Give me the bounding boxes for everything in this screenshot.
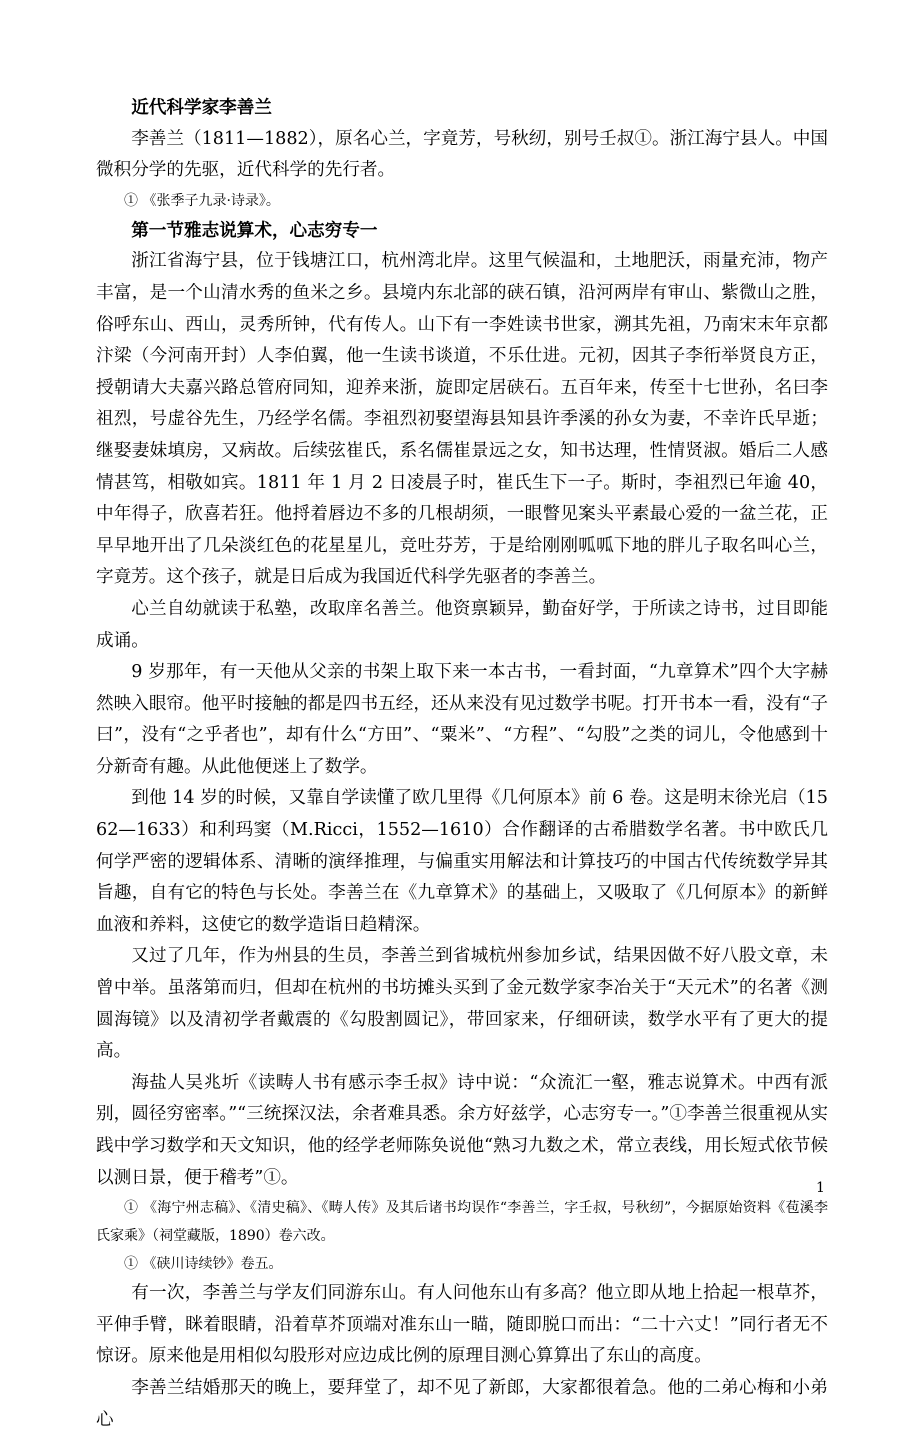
paragraph: 浙江省海宁县，位于钱塘江口，杭州湾北岸。这里气候温和，土地肥沃，雨量充沛，物产丰富，是一个山清水秀的鱼米之乡。县境内东北部的硖石镇，沿河两岸有审山、紫微山之胜，俗呼东山、西山，灵秀所钟，代有传人。山下有一李姓读书世家，溯其先祖，乃南宋末年京都汴梁（今河南开封）人李伯翼，他一生读书谈道，不乐仕进。元初，因其子李衎举贤良方正，授朝请大夫嘉兴路总管府同知，迎养来浙，旋即定居硖石。五百年来，传至十七世孙，名曰李祖烈，号虚谷先生，乃经学名儒。李祖烈初娶望海县知县许季溪的孙女为妻，不幸许氏早逝；继娶妻妹填房，又病故。后续弦崔氏，系名儒崔景远之女，知书达理，性情贤淑。婚后二人感情甚笃，相敬如宾。1811 年 1 月 2 日凌晨子时，崔氏生下一子。斯时，李祖烈已年逾 40，中年得子，欣喜若狂。他捋着唇边不多的几根胡须，一眼瞥见案头平素最心爱的一盆兰花，正早早地开出了几朵淡红色的花星星儿，竞吐芬芳，于是给刚刚呱呱下地的胖儿子取名叫心兰，字竟芳。这个孩子，就是日后成为我国近代科学先驱者的李善兰。 <box>96 251 828 588</box>
intro-paragraph: 李善兰（1811—1882），原名心兰，字竟芳，号秋纫，别号壬叔①。浙江海宁县人。中国微积分学的先驱，近代科学的先行者。 <box>96 128 828 181</box>
paragraph: 到他 14 岁的时候，又靠自学读懂了欧几里得《几何原本》前 6 卷。这是明末徐光启（1562—1633）和利玛窦（M.Ricci，1552—1610）合作翻译的古希腊数学名著。书中欧氏几何学严密的逻辑体系、清晰的演绎推理，与偏重实用解法和计算技巧的中国古代传统数学异其旨趣，自有它的特色与长处。李善兰在《九章算术》的基础上，又吸取了《几何原本》的新鲜血液和养料，这使它的数学造诣日趋精深。 <box>96 788 828 935</box>
page-number: 1 <box>816 1180 825 1196</box>
paragraph: 李善兰结婚那天的晚上，要拜堂了，却不见了新郎，大家都很着急。他的二弟心梅和小弟心 <box>96 1377 828 1430</box>
paragraph: 心兰自幼就读于私塾，改取庠名善兰。他资禀颖异，勤奋好学，于所读之诗书，过目即能成诵。 <box>96 598 828 651</box>
document-title: 近代科学家李善兰 <box>131 97 272 118</box>
paragraph: 9 岁那年，有一天他从父亲的书架上取下来一本古书，一看封面，“九章算术”四个大字赫然映入眼帘。他平时接触的都是四书五经，还从来没有见过数学书呢。打开书本一看，没有“子曰”，没有“之乎者也”，却有什么“方田”、“粟米”、“方程”、“勾股”之类的词儿，令他感到十分新奇有趣。从此他便迷上了数学。 <box>96 662 828 777</box>
footnote: ① 《海宁州志稿》、《清史稿》、《畴人传》及其后诸书均误作“李善兰，字壬叔，号秋纫”，今据原始资料《苞溪李氏家乘》（祠堂藏版，1890）卷六改。 <box>96 1200 828 1245</box>
document-body <box>96 92 828 1436</box>
paragraph: 有一次，李善兰与学友们同游东山。有人问他东山有多高？他立即从地上拾起一根草芥，平伸手臂，眯着眼睛，沿着草芥顶端对准东山一瞄，随即脱口而出：“二十六丈！”同行者无不惊讶。原来他是用相似勾股形对应边成比例的原理目测心算算出了东山的高度。 <box>96 1283 828 1367</box>
footnote: ① 《张季子九录·诗录》。 <box>124 192 280 209</box>
paragraph: 海盐人吴兆圻《读畴人书有感示李壬叔》诗中说：“众流汇一壑，雅志说算术。中西有派别，圆径穷密率。”“三统探汉法，余者难具悉。余方好兹学，心志穷专一。”①李善兰很重视从实践中学习数学和天文知识，他的经学老师陈奂说他“熟习九数之术，常立表线，用长短式依节候以测日景，便于稽考”①。 <box>96 1072 828 1188</box>
footnote: ① 《硖川诗续钞》卷五。 <box>124 1256 283 1273</box>
paragraph: 又过了几年，作为州县的生员，李善兰到省城杭州参加乡试，结果因做不好八股文章，未曾中举。虽落第而归，但却在杭州的书坊摊头买到了金元数学家李冶关于“天元术”的名著《测圆海镜》以及清初学者戴震的《勾股割圆记》，带回家来，仔细研读，数学水平有了更大的提高。 <box>96 946 828 1062</box>
section-heading: 第一节雅志说算术，心志穷专一 <box>131 219 378 241</box>
